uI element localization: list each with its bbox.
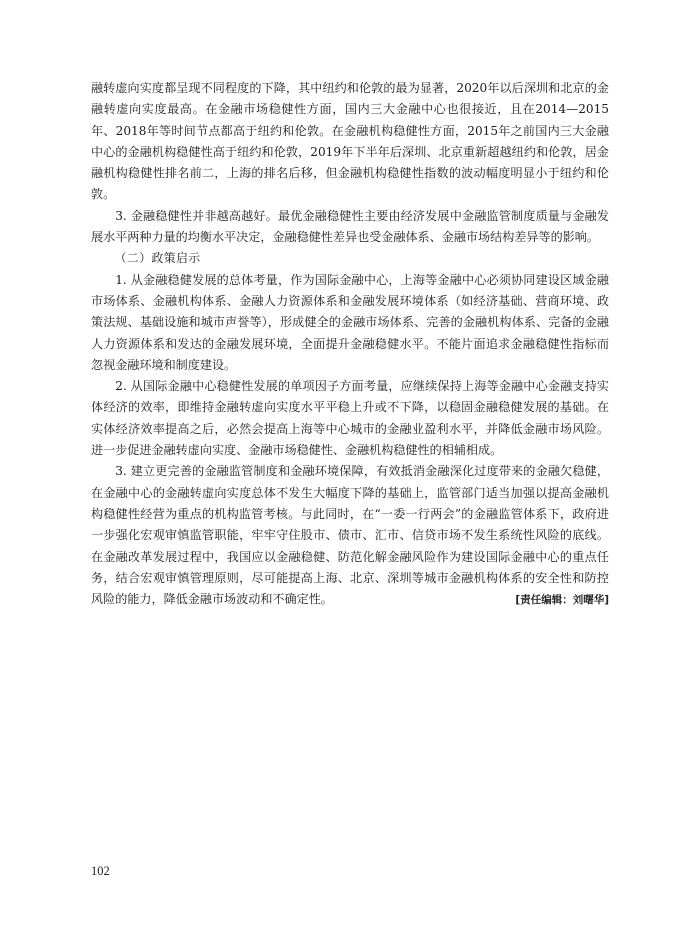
continued-paragraph: 融转虚向实度都呈现不同程度的下降，其中纽约和伦敦的最为显著，2020年以后深圳和北京的金融转虚向实度最高。在金融市场稳健性方面，国内三大金融中心也很接近，且在2014—2015年、2018年等时间节点都高于纽约和伦敦。在金融机构稳健性方面，2015年之前国内三大金融中心的金融机构稳健性高于纽约和伦敦，2019年下半年后深圳、北京重新超越纽约和伦敦，居金融机构稳健性排名前二，上海的排名后移，但金融机构稳健性指数的波动幅度明显小于纽约和伦敦。 <box>91 81 609 202</box>
policy-paragraph-2: 2. 从国际金融中心稳健性发展的单项因子方面考量，应继续保持上海等金融中心金融支持实体经济的效率，即维持金融转虚向实度水平平稳上升或不下降，以稳固金融稳健发展的基础。在实体经济效率提高之后，必然会提高上海等中心城市的金融业盈利水平，并降低金融市场风险。进一步促进金融转虚向实度、金融市场稳健性、金融机构稳健性的相辅相成。 <box>91 379 609 458</box>
policy-paragraph-3: 3. 建立更完善的金融监管制度和金融环境保障，有效抵消金融深化过度带来的金融欠稳健，在金融中心的金融转虚向实度总体不发生大幅度下降的基础上，监管部门适当加强以提高金融机构稳健性经营为重点的机构监管考核。与此同时，在“一委一行两会”的金融监管体系下，政府进一步强化宏观审慎监管职能，牢牢守住股市、债市、汇市、信贷市场不发生系统性风险的底线。在金融改革发展过程中，我国应以金融稳健、防范化解金融风险作为建设国际金融中心的重点任务，结合宏观审慎管理原则，尽可能提高上海、北京、深圳等城市金融机构体系的安全性和防控风险的能力，降低金融市场波动和不确定性。 <box>91 464 609 607</box>
paragraph-point-3: 3. 金融稳健性并非越高越好。最优金融稳健性主要由经济发展中金融监管制度质量与金融发展水平两种力量的均衡水平决定，金融稳健性差异也受金融体系、金融市场结构差异等的影响。 <box>91 208 609 245</box>
page-number: 102 <box>91 864 110 878</box>
section-heading-policy: （二）政策启示 <box>114 251 201 266</box>
article-body <box>91 78 609 610</box>
editor-credit: [责任编辑：刘曙华] <box>515 594 609 606</box>
policy-paragraph-1: 1. 从金融稳健发展的总体考量，作为国际金融中心，上海等金融中心必须协同建设区域金融市场体系、金融机构体系、金融人力资源体系和金融发展环境体系（如经济基础、营商环境、政策法规、基础设施和城市声誉等），形成健全的金融市场体系、完善的金融机构体系、完备的金融人力资源体系和发达的金融发展环境，全面提升金融稳健水平。不能片面追求金融稳健性指标而忽视金融环境和制度建设。 <box>91 272 609 372</box>
